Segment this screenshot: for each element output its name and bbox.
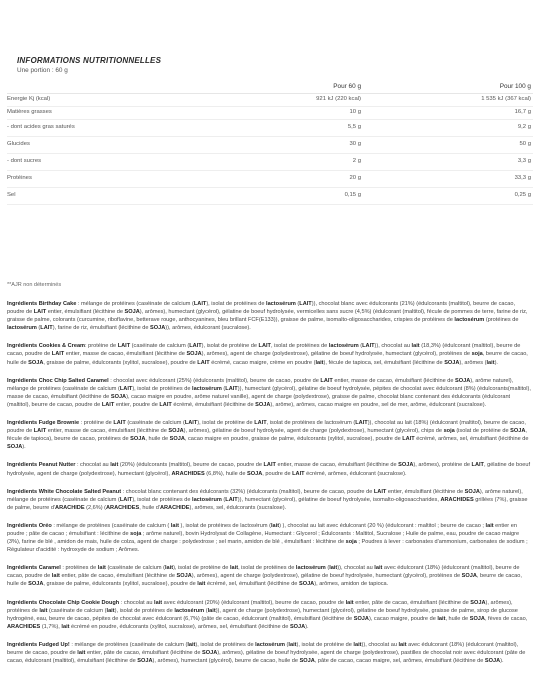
ingredient-flavor-name: Ingrédients Chocolate Chip Cookie Dough	[7, 599, 120, 606]
allergen-text: LAIT	[362, 343, 375, 350]
allergen-text: lait	[485, 522, 494, 529]
ingredient-text: entier, pâte de cacao, émulsifiant (lécithine de	[353, 599, 471, 606]
ingredient-text: , huile de	[145, 436, 170, 443]
ingredient-text: ), isolat de protéines de	[206, 301, 267, 307]
ingredient-flavor-name: Ingrédients Fudge Brownie	[7, 420, 80, 427]
allergen-text: lait	[207, 607, 216, 614]
ingredient-text: écrémé, arômes, édulcorant (sucralose).	[304, 470, 407, 477]
allergen-text: LAIT	[119, 385, 133, 392]
allergen-text: LAIT	[355, 420, 368, 427]
ingredient-flavor-name: Ingrédients Birthday Cake	[7, 301, 77, 307]
ingredient-text: , isolat de protéines de	[270, 343, 329, 350]
allergen-text: LAIT	[471, 462, 484, 469]
ingredient-text: ).	[305, 623, 309, 630]
allergen-text: ARACHIDES	[440, 496, 474, 503]
ingredient-text: (	[295, 301, 300, 307]
nutrient-value-60g: 921 kJ (220 kcal)	[316, 96, 361, 102]
ingredient-text: , huile d'	[139, 504, 160, 511]
ingredient-text: écrémé, émulsifiant (lécithine de	[171, 401, 256, 408]
ingredient-text: avec édulcorant (18%) (édulcorant (maltitol), beurre de cacao, poudre de	[7, 565, 520, 580]
allergen-text: ARACHIDES	[171, 470, 205, 477]
allergen-text: lactosérum	[7, 325, 37, 332]
nutrient-value-60g: 5,5 g	[347, 124, 361, 130]
allergen-text: lactosérum	[328, 343, 359, 350]
ingredient-text: ), arôme naturel), mélange de protéines (caséinate de calcium (	[7, 488, 523, 503]
ingredient-flavor-name: Ingrédients White Chocolate Salted Peanut	[7, 488, 122, 495]
ingredient-text: entier, masse de cacao, émulsifiant (lécithine de	[275, 462, 399, 469]
ingredient-text: (	[358, 343, 363, 350]
allergen-text: lait	[51, 573, 60, 580]
col-header-60g: Pour 60 g	[333, 83, 361, 90]
ingredient-text: entier, pâte de cacao, émulsifiant (lécithine de	[85, 650, 202, 656]
portion-size: Une portion : 60 g	[17, 67, 68, 74]
ingredient-text: : chocolat avec édulcorant (25%) (édulcorants (maltitol), beurre de cacao, poudre de	[108, 377, 321, 384]
ingredient-text: (protéines de	[484, 317, 519, 324]
allergen-text: LAIT	[101, 401, 115, 408]
ingredient-text: , isolat de protéines de	[238, 565, 296, 572]
allergen-text: SOJA	[484, 658, 501, 665]
allergen-text: LAIT	[225, 496, 238, 503]
ingredient-text: : chocolat au	[119, 599, 155, 606]
ingredient-text: )), chocolat au	[374, 343, 412, 350]
allergen-text: lait	[154, 599, 163, 606]
allergen-text: lactosérum	[174, 607, 205, 614]
ingredient-text: ), arômes), gélatine de boeuf hydrolysée, agent de charge (polydextrose), humectant (glycérol), chips de	[183, 428, 444, 435]
allergen-text: lait	[187, 641, 196, 648]
nutrient-label: - dont sucres	[7, 158, 42, 164]
allergen-text: LAIT	[225, 385, 238, 392]
allergen-text: lait	[437, 615, 446, 622]
ingredient-flavor-name: Ingrédients Fudged Up!	[7, 641, 70, 648]
ingredient-text: (	[325, 565, 330, 572]
ingredient-text: ), cacao maigre en poudre, arôme naturel vanille), agent de charge (polydextrose), graisse de palme, chocolat blanc contenant des édulcorants (édulcorant (maltitol), beurre de cacao, poudre de	[7, 393, 511, 408]
ingredient-text: , huile de	[445, 615, 470, 622]
nutrition-row	[7, 94, 533, 107]
ingredient-text: (	[221, 385, 226, 392]
allergen-text: SOJA	[461, 573, 477, 580]
allergen-text: SOJA	[299, 658, 315, 665]
allergen-text: SOJA	[353, 615, 369, 622]
allergen-text: SOJA	[247, 470, 263, 477]
nutrient-value-60g: 10 g	[349, 109, 361, 115]
allergen-text: LAIT	[193, 301, 207, 307]
allergen-text: LAIT	[299, 301, 312, 307]
ingredient-text: (20%) (édulcorants (maltitol), beurre de cacao, poudre de	[118, 462, 264, 469]
ingredient-text: )), chocolat blanc avec édulcorants (21%) (édulcorants (maltitol), beurre de cacao, poudre de	[7, 301, 516, 316]
allergen-text: SOJA	[176, 573, 192, 580]
allergen-text: soja	[471, 351, 483, 358]
ingredient-block	[7, 419, 533, 451]
ingredient-text: ), arôme naturel), mélange de protéines (caséinate de calcium (	[7, 377, 514, 392]
allergen-text: ARACHIDES	[106, 504, 140, 511]
allergen-text: SOJA	[130, 436, 146, 443]
ingredient-text: ), arômes, sel, édulcorants (sucralose).	[189, 504, 287, 511]
ingredient-text: ), arômes, amidon de tapioca.	[314, 581, 389, 588]
nutrient-value-60g: 0,15 g	[344, 192, 361, 198]
ingredients-list	[7, 300, 533, 675]
allergen-text: LAIT	[320, 377, 333, 384]
nutrition-row	[7, 107, 533, 120]
nutrient-label: Sel	[7, 192, 16, 198]
nutrient-value-100g: 9,2 g	[517, 124, 531, 130]
ingredient-text: entier, émulsifiant (lécithine de	[386, 488, 465, 495]
ingredient-text: )), chocolat au	[337, 565, 375, 572]
allergen-text: SOJA	[470, 599, 486, 606]
ingredient-text: entier, masse de cacao, émulsifiant (lécithine de	[64, 351, 187, 358]
allergen-text: ARACHIDES	[7, 623, 41, 630]
ingredient-text: grillées (7%), graisse de palme, beurre d'	[7, 496, 528, 511]
allergen-text: ARACHIDE	[159, 504, 190, 511]
nutrition-row	[7, 188, 533, 205]
ingredient-text: (caséinate de calcium (	[125, 420, 185, 427]
ingredient-text: entier, poudre de	[114, 401, 160, 408]
nutrition-table	[7, 80, 533, 205]
allergen-text: LAIT	[254, 420, 267, 427]
ingredient-text: )), agent de charge (polydextrose), humectant (glycérol), gélatine de boeuf hydrolysée, graisse de palme, sirop de glucose hydrogéné, eau, beurre de cacao, pépites de chocolat avec édulcorant (6,7%) (pâte de cacao, édulcorant (maltitol), émulsifiant (lécithine de	[7, 607, 518, 622]
nutrient-value-100g: 50 g	[519, 141, 531, 147]
allergen-text: lait	[315, 359, 324, 366]
allergen-text: lait	[288, 641, 297, 648]
allergen-text: SOJA	[168, 428, 184, 435]
ingredient-text: ), arômes (	[459, 359, 487, 366]
allergen-text: lait	[229, 565, 239, 572]
nutrient-value-100g: 1 535 kJ (367 kcal)	[481, 96, 531, 102]
allergen-text: SOJA	[110, 393, 127, 400]
allergen-text: LAIT	[263, 462, 276, 469]
ingredient-text: : protéine de	[85, 343, 118, 350]
ingredient-text: entier en poudre ; pâte de cacao ; émulsifiant : lécithine de	[7, 522, 517, 537]
ingredient-text: ), isolat de protéines de	[114, 607, 175, 614]
ingredient-text: ; arôme naturel), bovin Hydrolysat de Collagène, Humectant : Glycerol ; Édulcorants : Maltitol, Sucralose ; Huile de palme, eau, poudre de cacao maigre (3%), farine de blé , amidon de mais, huile de colza, agent de charge : polydextrose ; sel marin, amidon de blé , émulsifiant : lécithine de	[7, 530, 520, 546]
ingredient-flavor-name: Ingrédients Choc Chip Salted Caramel	[7, 377, 109, 384]
allergen-text: soja	[130, 530, 142, 537]
ingredient-text: ), fécule de tapioca, sel, émulsifiant (lécithine de	[323, 359, 445, 366]
nutrient-value-100g: 0,25 g	[514, 192, 531, 198]
ingredient-text: ), arômes), agent de charge (polydextrose), gélatine de boeuf hydrolysée, humectant (glycérol), protéines de	[191, 573, 462, 580]
allergen-text: lait	[345, 599, 354, 606]
allergen-text: ARACHIDE	[55, 504, 85, 511]
ingredient-text: , beurre de cacao, huile de	[7, 573, 522, 588]
allergen-text: lait	[106, 607, 115, 614]
ingredient-text: ), isolat de protéine de	[201, 343, 259, 350]
allergen-text: soja	[345, 539, 357, 546]
allergen-text: SOJA	[186, 351, 202, 358]
allergen-text: lactosérum	[192, 385, 222, 392]
ingredient-text: , cacao maigre en poudre, graisse de palme, édulcorants (xylitol, sucralose), poudre de	[184, 436, 403, 443]
nutrition-row	[7, 120, 533, 137]
allergen-text: SOJA	[398, 462, 414, 469]
allergen-text: LAIT	[159, 401, 172, 408]
allergen-text: SOJA	[469, 615, 485, 622]
ajr-footnote: **AJR non déterminés	[7, 282, 62, 288]
nutrient-label: Glucides	[7, 141, 30, 147]
allergen-text: LAIT	[197, 359, 210, 366]
ingredient-text: écrémé, cacao maigre, crème en poudre (	[209, 359, 316, 366]
allergen-text: lait	[170, 522, 179, 529]
ingredient-text: )), arômes, édulcorant (sucralose).	[165, 325, 251, 332]
ingredient-text: (	[221, 496, 226, 503]
allergen-text: SOJA	[150, 325, 166, 332]
ingredient-text: écrémé en poudre, édulcorants (xylitol, sucralose), arômes, sel, émulsifiant (lécithine de	[69, 623, 290, 630]
ingredient-text: , graisse de palme, édulcorants (xylitol, sucralose), poudre de	[43, 359, 198, 366]
nutrient-label: - dont acides gras saturés	[7, 124, 75, 130]
allergen-text: LAIT	[189, 343, 202, 350]
ingredient-text: )), chocolat au lait (18%) (édulcorant (maltitol), beurre de cacao, poudre de	[7, 420, 526, 435]
allergen-text: LAIT	[40, 325, 53, 332]
allergen-text: SOJA	[202, 650, 218, 656]
nutrition-row	[7, 154, 533, 171]
ingredient-text: entier, émulsifiant (lécithine de	[46, 309, 125, 316]
ingredient-text: (caséinate de calcium (	[47, 607, 107, 614]
ingredient-text: ), arômes), gélatine de boeuf hydrolysée, agent de charge (polydextrose), pastilles de chocolat noir avec édulcorant (pâte de cacao, édulcorant (maltitol), émulsifiant (lécithine de	[7, 650, 526, 665]
ingredient-text: (2,6%) (	[84, 504, 107, 511]
allergen-text: lait	[486, 359, 495, 366]
allergen-text: SOJA	[7, 444, 23, 451]
allergen-text: LAIT	[292, 470, 305, 477]
ingredient-text: ).	[494, 359, 498, 366]
ingredient-text: , fèves de cacao,	[484, 615, 528, 622]
ingredient-text: (1,7%),	[40, 623, 62, 630]
allergen-text: LAIT	[402, 436, 415, 443]
ingredient-block	[7, 564, 533, 588]
nutrient-value-100g: 3,3 g	[517, 158, 531, 164]
allergen-text: SOJA	[298, 581, 315, 588]
allergen-text: lait	[329, 565, 338, 572]
allergen-text: SOJA	[28, 359, 44, 366]
ingredient-text: : chocolat au	[75, 462, 111, 469]
allergen-text: lait	[164, 565, 174, 572]
nutrient-value-60g: 30 g	[349, 141, 361, 147]
allergen-text: lait	[411, 343, 420, 350]
allergen-text: soja	[443, 428, 455, 435]
allergen-text: SOJA	[169, 436, 185, 443]
ingredient-flavor-name: Ingrédients Caramel	[7, 565, 61, 572]
ingredient-text: ), isolat de protéines de	[195, 641, 256, 648]
ingredient-text: écrémé, sel, émulsifiant (lécithine de	[205, 581, 299, 588]
allergen-text: SOJA	[28, 581, 44, 588]
allergen-text: LAIT	[184, 420, 198, 427]
ingredient-text: (caséinate de calcium (	[105, 565, 165, 572]
ingredient-text: , graisse de palme, édulcorants (xylitol, sucralose), poudre de	[43, 581, 198, 588]
ingredient-block	[7, 377, 533, 409]
ingredient-text: )), humectant (glycérol), gélatine de boeuf hydrolysée, isomalto-oligosaccharides,	[237, 496, 441, 503]
ingredient-text: , fécule de tapioca), beurre de cacao, protéines de	[7, 428, 527, 443]
ingredient-text: : protéines de	[60, 565, 98, 572]
ingredient-text: (18,3%) (édulcorant (maltitol), beurre de cacao, poudre de	[7, 343, 521, 358]
allergen-text: lait	[110, 462, 119, 469]
ingredient-text: ).	[500, 658, 504, 665]
allergen-text: LAIT	[258, 343, 271, 350]
ingredient-block	[7, 488, 533, 512]
ingredient-text: )), humectant (glycérol), gélatine de boeuf hydrolysée, pépites de chocolat avec édulcorant (8%) (édulcorants(maltitol), masse de cacao, émulsifiant (lécithine de	[7, 385, 531, 400]
ingredient-block	[7, 599, 533, 631]
ingredient-text: , beurre de cacao, huile de	[7, 351, 528, 366]
nutrient-label: Protéines	[7, 175, 32, 181]
nutrition-row	[7, 171, 533, 188]
ingredient-block	[7, 461, 533, 477]
allergen-text: lait	[39, 607, 48, 614]
allergen-text: LAIT	[113, 420, 126, 427]
ingredient-text: ), isolat de protéines de	[132, 385, 193, 392]
allergen-text: SOJA	[455, 377, 471, 384]
ingredient-text: ), isolat de protéine de	[197, 420, 255, 427]
allergen-text: lactosérum	[192, 496, 222, 503]
ingredient-text: ), farine de riz, émulsifiant (lécithine de	[52, 325, 151, 332]
allergen-text: lait	[270, 522, 280, 529]
nutrient-label: Matières grasses	[7, 109, 52, 115]
ingredient-text: avec édulcorant (18%) (édulcorant (maltitol), beurre de cacao, poudre de	[7, 641, 519, 656]
ingredient-text: , poudre de	[262, 470, 293, 477]
ingredient-text: , gélatine de boeuf hydrolysée, agent de charge (polydextrose), humectant (glycérol),	[7, 462, 530, 477]
ingredient-text: ), isolat de protéines de	[132, 496, 193, 503]
ingredient-text: ), isolat de protéine de	[296, 641, 354, 648]
ingredient-text: : mélange de protéines (caséinate de calcium (	[69, 641, 188, 648]
allergen-text: LAIT	[119, 496, 133, 503]
nutrition-table-header	[7, 80, 533, 94]
ingredient-block	[7, 342, 533, 366]
ingredient-text: (	[284, 641, 289, 648]
nutrient-label: Energie Kj (kcal)	[7, 96, 51, 102]
ingredient-text: ), cacao maigre, poudre de	[368, 615, 438, 622]
allergen-text: SOJA	[137, 658, 153, 665]
allergen-text: lait	[77, 650, 86, 656]
allergen-text: SOJA	[510, 428, 526, 435]
allergen-text: LAIT	[33, 428, 47, 435]
allergen-text: lactosérum	[454, 317, 485, 324]
allergen-text: lait	[398, 641, 407, 648]
allergen-text: lait	[61, 623, 70, 630]
ingredient-text: ), arômes), protéine de	[413, 462, 472, 469]
nutrition-title: INFORMATIONS NUTRITIONNELLES	[17, 56, 162, 65]
ingredient-text: (	[36, 325, 41, 332]
ingredient-text: , isolat de protéines de lactosérum (	[266, 420, 356, 427]
allergen-text: LAIT	[33, 309, 47, 316]
allergen-text: lactosérum	[295, 565, 326, 572]
ingredient-text: : chocolat blanc contenant des édulcorants (32%) (édulcorants (maltitol), beurre de cacao, poudre de	[121, 488, 374, 495]
nutrient-value-100g: 33,3 g	[514, 175, 531, 181]
ingredient-text: (6,8%), huile de	[204, 470, 248, 477]
ingredient-text: écrémé, arômes, sel, émulsifiant (lécithine de	[414, 436, 529, 443]
col-header-100g: Pour 100 g	[499, 83, 531, 90]
allergen-text: SOJA	[464, 488, 480, 495]
ingredient-flavor-name: Ingrédients Peanut Nutter	[7, 462, 76, 469]
allergen-text: SOJA	[255, 401, 271, 408]
allergen-text: LAIT	[51, 351, 65, 358]
ingredient-text: avec édulcorant (20%) (édulcorant (maltitol), beurre de cacao, poudre de	[162, 599, 346, 606]
allergen-text: LAIT	[117, 343, 131, 350]
allergen-text: lait	[374, 565, 383, 572]
allergen-text: lait	[197, 581, 206, 588]
allergen-text: lactosérum	[255, 641, 285, 648]
ingredient-text: )), chocolat au	[361, 641, 399, 648]
ingredient-text: entier, masse de cacao, émulsifiant (lécithine de	[332, 377, 456, 384]
ingredient-text: ) ), chocolat au lait avec édulcorant (20 %) (édulcorant : maltitol ; beurre de cacao ;	[279, 522, 486, 529]
allergen-text: SOJA	[124, 309, 140, 316]
allergen-text: SOJA	[444, 359, 460, 366]
nutrient-value-60g: 20 g	[349, 175, 361, 181]
allergen-text: lait	[97, 565, 106, 572]
nutrition-row	[7, 137, 533, 154]
ingredient-text: ), isolat de protéines de lactosérum (	[178, 522, 271, 529]
ingredient-flavor-name: Ingrédients Oréo	[7, 522, 52, 529]
ingredient-block	[7, 641, 533, 665]
ingredient-text: ), arômes), humectant (glycérol), beurre de cacao, huile de	[152, 658, 300, 665]
ingredient-flavor-name: Ingrédients Cookies & Cream	[7, 343, 86, 350]
ingredient-text: (isolat de protéine de	[454, 428, 511, 435]
nutrient-value-60g: 2 g	[352, 158, 361, 164]
allergen-text: LAIT	[373, 488, 387, 495]
allergen-text: lactosérum	[266, 301, 296, 307]
ingredient-text: , pâte de cacao, cacao maigre, sel, arômes, émulsifiant (lécithine de	[314, 658, 485, 665]
ingredient-text: : mélange de protéines (caséinate de calcium (	[76, 301, 194, 307]
ingredient-text: (caséinate de calcium (	[130, 343, 190, 350]
ingredient-text: ), arômes), humectant (glycérol), gélatine de boeuf hydrolysée, vermicelles sans sucre (4,5%) (édulcorant (maltitol), fécule de pommes de terre, farine de riz, graisse de palme, colorants (curcumine, riboflavine, betterave rouge, anthocyanines, bleu brillant FCF(E133)), graisse de palme, isomalto-oligosaccharides, crispies de protéines de	[7, 309, 528, 324]
ingredient-text: entier, pâte de cacao, émulsifiant (lécithine de	[59, 573, 177, 580]
ingredient-block	[7, 522, 533, 554]
ingredient-text: ; Poudres à lever : carbonates d'ammonium, carbonates de sodium ; Régulateur d'acidité : hydroxyde de sodium ; Arômes.	[7, 539, 528, 554]
allergen-text: SOJA	[289, 623, 306, 630]
ingredient-text: (	[204, 607, 208, 614]
ingredient-text: ), isolat de protéine de	[173, 565, 230, 572]
nutrient-value-100g: 16,7 g	[514, 109, 531, 115]
ingredient-text: ).	[22, 444, 26, 451]
ingredient-block	[7, 300, 533, 332]
ingredient-text: entier, masse de cacao, émulsifiant (lécithine de	[46, 428, 169, 435]
ingredient-text: ), arôme), arômes, cacao maigre en poudre, sel de mer, arôme, édulcorant (sucralose).	[270, 401, 487, 408]
allergen-text: lait	[353, 641, 362, 648]
ingredient-text: : mélange de protéines (caséinate de calcium (	[51, 522, 171, 529]
ingredient-text: ), arômes), agent de charge (polydextrose), gélatine de boeuf hydrolysée, humectant (glycérol), protéines de	[201, 351, 472, 358]
ingredient-text: ), arômes), protéines de	[7, 599, 513, 614]
ingredient-text: : protéine de	[79, 420, 114, 427]
